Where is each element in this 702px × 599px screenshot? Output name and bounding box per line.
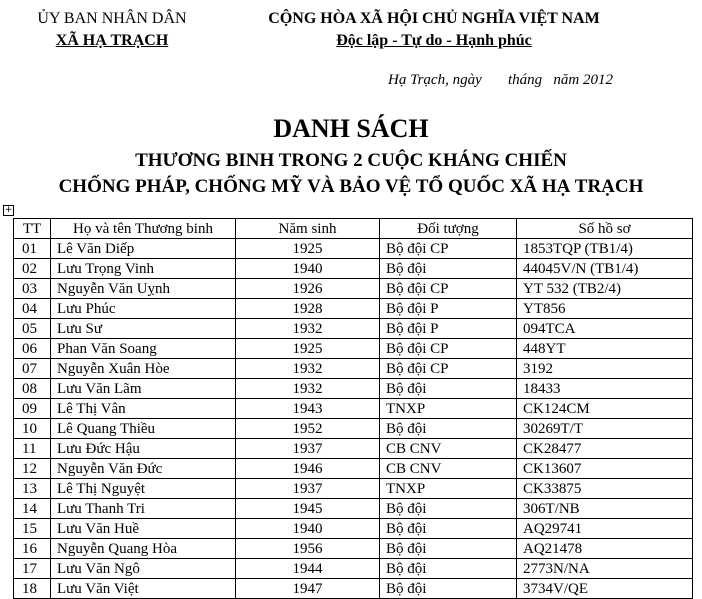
cell-category: TNXP [380,479,517,499]
document-subtitle-2: CHỐNG PHÁP, CHỐNG MỸ VÀ BẢO VỆ TỔ QUỐC XÃ HẠ TRẠCH [58,176,644,197]
document-subtitle-1: THƯƠNG BINH TRONG 2 CUỘC KHÁNG CHIẾN [135,150,567,171]
cell-tt: 12 [14,459,51,479]
table-row [14,539,693,559]
cell-birth-year: 1928 [236,299,380,319]
cell-birth-year: 1943 [236,399,380,419]
cell-category: Bộ đội CP [380,239,517,259]
cell-file-number: 3734V/QE [517,579,693,599]
cell-file-number: 094TCA [517,319,693,339]
veterans-table [13,218,693,599]
cell-name: Lưu Đức Hậu [51,439,236,459]
cell-birth-year: 1952 [236,419,380,439]
cell-file-number: CK124CM [517,399,693,419]
cell-category: Bộ đội CP [380,339,517,359]
cell-name: Phan Văn Soang [51,339,236,359]
cell-name: Lê Văn Diếp [51,239,236,259]
commune-committee-label: ỦY BAN NHÂN DÂN [37,10,187,27]
cell-category: Bộ đội P [380,319,517,339]
table-header-row [14,219,693,239]
header-left [12,8,212,52]
cell-tt: 08 [14,379,51,399]
cell-name: Nguyễn Văn Uỵnh [51,279,236,299]
cell-category: TNXP [380,399,517,419]
cell-birth-year: 1945 [236,499,380,519]
table-row [14,319,693,339]
cell-birth-year: 1956 [236,539,380,559]
table-row [14,259,693,279]
column-header-category: Đối tượng [380,219,517,239]
cell-category: Bộ đội CP [380,279,517,299]
table-row [14,479,693,499]
cell-category: Bộ đội CP [380,359,517,379]
cell-name: Lưu Trọng Vinh [51,259,236,279]
cell-file-number: 18433 [517,379,693,399]
cell-file-number: AQ21478 [517,539,693,559]
cell-birth-year: 1947 [236,579,380,599]
column-header-name: Họ và tên Thương binh [51,219,236,239]
cell-tt: 09 [14,399,51,419]
cell-name: Lưu Sư [51,319,236,339]
cell-name: Lưu Văn Ngô [51,559,236,579]
table-body [14,239,693,599]
cell-tt: 10 [14,419,51,439]
cell-category: Bộ đội [380,499,517,519]
document-title: DANH SÁCH [273,114,429,143]
table-row [14,439,693,459]
cell-tt: 17 [14,559,51,579]
cell-tt: 05 [14,319,51,339]
cell-tt: 11 [14,439,51,459]
cell-category: Bộ đội [380,539,517,559]
cell-tt: 03 [14,279,51,299]
table-row [14,279,693,299]
table-row [14,239,693,259]
cell-name: Lưu Văn Lãm [51,379,236,399]
cell-tt: 18 [14,579,51,599]
cell-tt: 01 [14,239,51,259]
table-row [14,419,693,439]
cell-file-number: YT 532 (TB2/4) [517,279,693,299]
cell-file-number: 448YT [517,339,693,359]
cell-birth-year: 1925 [236,339,380,359]
national-motto: Độc lập - Tự do - Hạnh phúc [336,32,532,49]
cell-tt: 14 [14,499,51,519]
cell-category: CB CNV [380,459,517,479]
column-header-birth-year: Năm sinh [236,219,380,239]
national-title: CỘNG HÒA XÃ HỘI CHỦ NGHĨA VIỆT NAM [268,10,600,27]
cell-tt: 04 [14,299,51,319]
cell-birth-year: 1925 [236,239,380,259]
cell-name: Lê Thị Nguyệt [51,479,236,499]
cell-birth-year: 1937 [236,439,380,459]
cell-tt: 02 [14,259,51,279]
cell-category: Bộ đội [380,579,517,599]
cell-file-number: CK28477 [517,439,693,459]
table-row [14,359,693,379]
cell-category: Bộ đội [380,519,517,539]
table-row [14,339,693,359]
table-row [14,379,693,399]
cell-name: Nguyễn Quang Hòa [51,539,236,559]
cell-birth-year: 1926 [236,279,380,299]
cell-file-number: 44045V/N (TB1/4) [517,259,693,279]
table-row [14,519,693,539]
cell-birth-year: 1940 [236,259,380,279]
table-row [14,299,693,319]
cell-birth-year: 1932 [236,319,380,339]
table-row [14,559,693,579]
cell-file-number: AQ29741 [517,519,693,539]
cell-category: Bộ đội P [380,299,517,319]
commune-name: XÃ HẠ TRẠCH [55,32,169,49]
cell-file-number: 306T/NB [517,499,693,519]
cell-file-number: 3192 [517,359,693,379]
move-handle-icon[interactable]: + [4,205,13,215]
cell-birth-year: 1946 [236,459,380,479]
cell-tt: 06 [14,339,51,359]
cell-category: Bộ đội [380,419,517,439]
table-row [14,459,693,479]
cell-file-number: CK13607 [517,459,693,479]
cell-name: Lưu Văn Huề [51,519,236,539]
cell-file-number: YT856 [517,299,693,319]
cell-file-number: 30269T/T [517,419,693,439]
column-header-file-number: Số hồ sơ [517,219,693,239]
table-row [14,399,693,419]
cell-category: Bộ đội [380,559,517,579]
cell-file-number: CK33875 [517,479,693,499]
cell-name: Lưu Phúc [51,299,236,319]
cell-birth-year: 1932 [236,359,380,379]
cell-birth-year: 1940 [236,519,380,539]
cell-name: Nguyễn Văn Đức [51,459,236,479]
cell-name: Lưu Văn Việt [51,579,236,599]
cell-category: CB CNV [380,439,517,459]
cell-birth-year: 1937 [236,479,380,499]
cell-birth-year: 1944 [236,559,380,579]
cell-name: Nguyễn Xuân Hòe [51,359,236,379]
cell-name: Lưu Thanh Tri [51,499,236,519]
cell-tt: 13 [14,479,51,499]
cell-name: Lê Thị Vân [51,399,236,419]
cell-file-number: 1853TQP (TB1/4) [517,239,693,259]
table-row [14,499,693,519]
cell-category: Bộ đội [380,259,517,279]
cell-tt: 07 [14,359,51,379]
table-row [14,579,693,599]
cell-category: Bộ đội [380,379,517,399]
cell-file-number: 2773N/NA [517,559,693,579]
cell-name: Lê Quang Thiều [51,419,236,439]
cell-birth-year: 1932 [236,379,380,399]
column-header-tt: TT [14,219,51,239]
date-line: Hạ Trạch, ngày tháng năm 2012 [388,72,613,88]
cell-tt: 16 [14,539,51,559]
cell-tt: 15 [14,519,51,539]
header-right [232,8,636,52]
